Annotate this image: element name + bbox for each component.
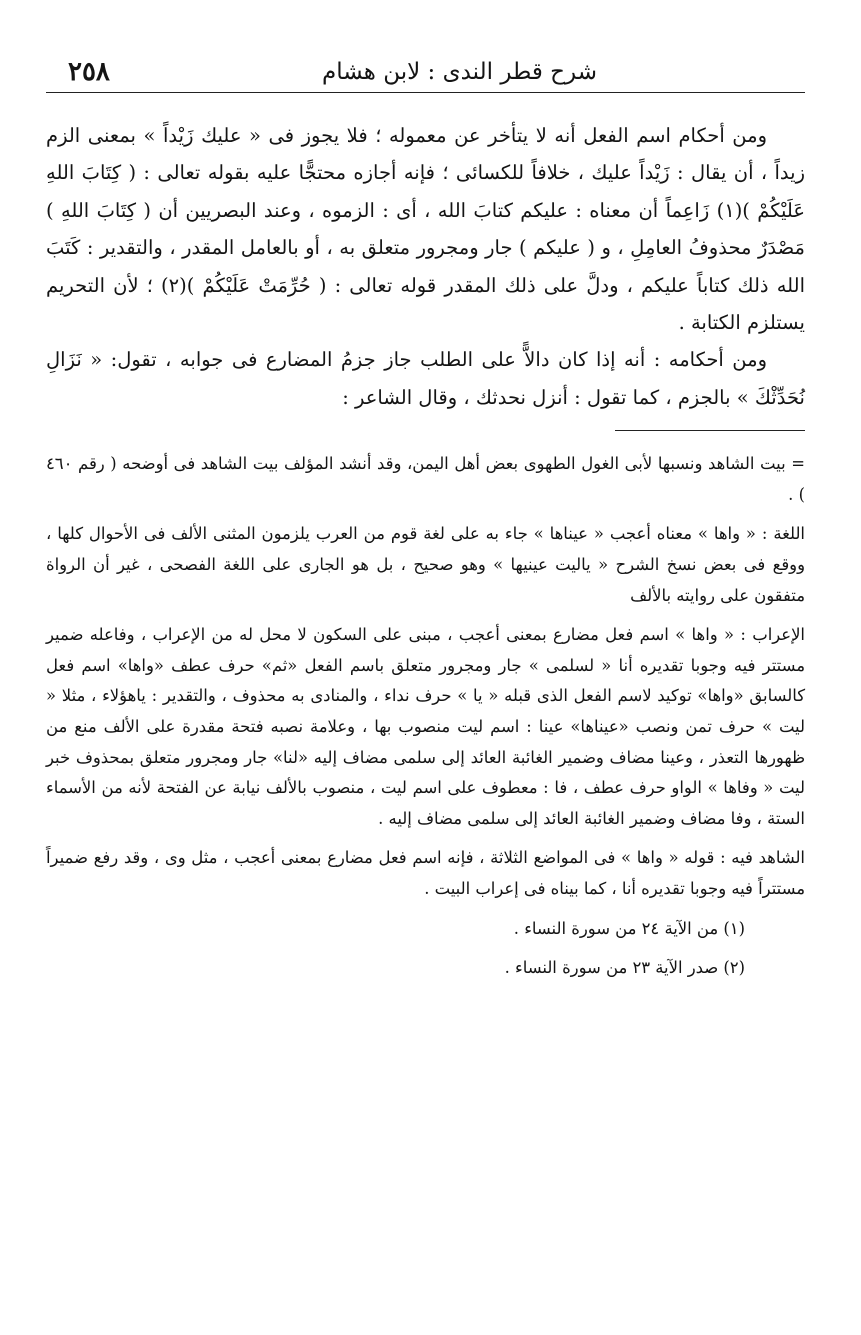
note-evidence: الشاهد فيه : قوله « واها » فى المواضع الثلاثة ، فإنه اسم فعل مضارع بمعنى أعجب ، مثل وى ، وقد رفع ضميراً مستتراً فيه وجوبا تقديره أنا ، كما بيناه فى إعراب البيت . (46, 848, 805, 898)
footnotes-block (46, 449, 805, 982)
footnote-2: (٢) صدر الآية ٢٣ من سورة النساء . (504, 957, 745, 977)
note-attribution: = بيت الشاهد ونسبها لأبى الغول الطهوى بعض أهل اليمن، وقد أنشد المؤلف بيت الشاهد فى أوضحه ( رقم ٤٦٠ ) . (46, 454, 805, 504)
page-number: ٢٥٨ (68, 57, 110, 87)
page-header (46, 48, 805, 93)
paragraph-imperative-noun-order: ومن أحكام اسم الفعل أنه لا يتأخر عن معموله ؛ فلا يجوز فى « عليك زَيْداً » بمعنى الزم زيداً ، أن يقال : زَيْداً عليك ، خلافاً للكسائى ؛ فإنه أجازه محتجًّا عليه بقوله تعالى : ( كِتَابَ اللهِ عَلَيْكُمْ )(١) زَاعِماً أن معناه : عليكم كتابَ الله ، أى : الزموه ، وعند البصريين أن ( كِتَابَ اللهِ ) مَصْدَرٌ محذوفُ العامِلِ ، و ( عليكم ) جار ومجرور متعلق به ، أو بالعامل المقدر ، والتقدير : كَتَبَ الله ذلك كتاباً عليكم ، ودلَّ على ذلك المقدر قوله تعالى : ( حُرِّمَتْ عَلَيْكُمْ )(٢) ؛ لأن التحريم يستلزم الكتابة . (46, 124, 805, 335)
running-title: شرح قطر الندى : لابن هشام (321, 59, 597, 85)
note-parsing: الإعراب : « واها » اسم فعل مضارع بمعنى أعجب ، مبنى على السكون لا محل له من الإعراب ، وفاعله ضمير مستتر فيه وجوبا تقديره أنا « لسلمى » جار ومجرور متعلق باسم الفعل «ثم» حرف عطف «واها» اسم فعل كالسابق «واها» توكيد لاسم الفعل الذى قبله « يا » حرف نداء ، والمنادى به محذوف ، والتقدير : ياهؤلاء ، مثلا « ليت » حرف تمن ونصب «عيناها» عينا : اسم ليت منصوب بها ، وعلامة نصبه فتحة مقدرة على الألف منع من ظهورها التعذر ، وعينا مضاف وضمير الغائبة العائد إلى سلمى مضاف إليه «لنا» جار ومجرور متعلق بمحذوف خبر ليت « وفاها » الواو حرف عطف ، فا : معطوف على اسم ليت ، منصوب بالألف نيابة عن الفتحة لأنه من الأسماء الستة ، وفا مضاف وضمير الغائبة العائد إلى سلمى مضاف إليه . (46, 625, 805, 828)
main-text (46, 117, 805, 416)
footnote-1: (١) من الآية ٢٤ من سورة النساء . (513, 918, 745, 938)
footnote-separator (615, 430, 805, 431)
paragraph-jussive-answer: ومن أحكامه : أنه إذا كان دالاًّ على الطلب جاز جزمُ المضارع فى جوابه ، تقول: « نَزَالِ نُحَدِّثْكَ » بالجزم ، كما تقول : أنزل نحدثك ، وقال الشاعر : (46, 348, 805, 409)
note-language: اللغة : « واها » معناه أعجب « عيناها » جاء به على لغة قوم من العرب يلزمون المثنى الألف فى الأحوال كلها ، ووقع فى بعض نسخ الشرح « ياليت عينيها » وهو صحيح ، بل هو الجارى على اللغة الفصحى ، غير أن الرواة متفقون على روايته بالألف (46, 524, 805, 605)
